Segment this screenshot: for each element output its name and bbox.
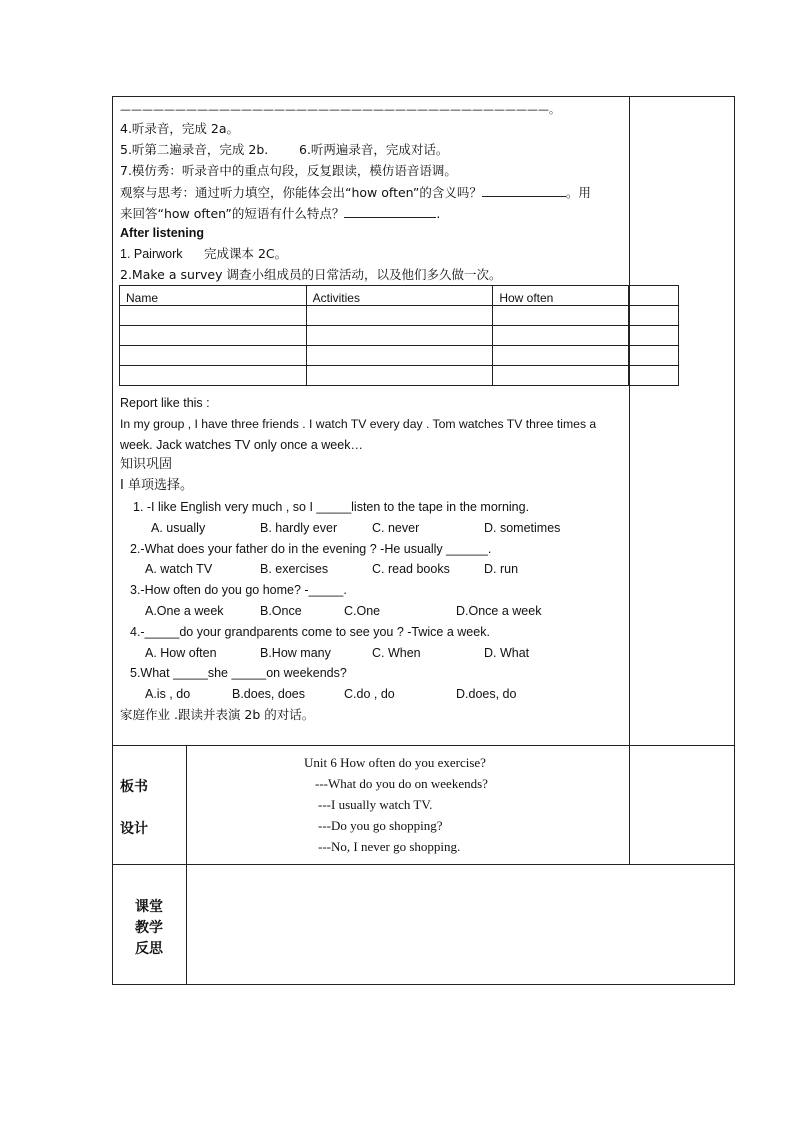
question-5: 5.What _____she _____on weekends? <box>130 666 347 680</box>
table-row <box>120 306 679 326</box>
table-cell[interactable] <box>629 326 679 346</box>
section-divider-board <box>112 745 735 746</box>
q4-option-c[interactable]: C. When <box>372 646 421 660</box>
reflection-label-3: 反思 <box>135 941 163 957</box>
table-cell[interactable] <box>629 306 679 326</box>
blank-2[interactable] <box>344 205 436 218</box>
table-cell[interactable] <box>493 346 629 366</box>
q3-option-a[interactable]: A.One a week <box>145 604 224 618</box>
q5-option-d[interactable]: D.does, do <box>456 687 517 701</box>
board-label-2: 设计 <box>120 821 148 837</box>
table-cell[interactable] <box>629 366 679 386</box>
q5-option-a[interactable]: A.is , do <box>145 687 191 701</box>
header-name: Name <box>120 286 307 306</box>
section-divider-reflection <box>112 864 735 865</box>
header-extra <box>629 286 679 306</box>
survey-table <box>119 285 679 386</box>
q1-option-d[interactable]: D. sometimes <box>484 521 561 535</box>
q2-option-d[interactable]: D. run <box>484 562 519 576</box>
table-cell[interactable] <box>493 366 629 386</box>
q1-option-b[interactable]: B. hardly ever <box>260 521 338 535</box>
board-line-1: Unit 6 How often do you exercise? <box>304 755 486 770</box>
q2-option-b[interactable]: B. exercises <box>260 562 329 576</box>
observe-text-c: 来回答“how often”的短语有什么特点？ <box>120 206 345 221</box>
observe-text-d: . <box>436 206 441 221</box>
table-cell[interactable] <box>306 326 493 346</box>
table-cell[interactable] <box>493 306 629 326</box>
q1-option-a[interactable]: A. usually <box>151 521 206 535</box>
table-row <box>120 326 679 346</box>
quiz-title: 知识巩固 <box>120 457 173 472</box>
board-label-1: 板书 <box>120 779 148 795</box>
after-listening-heading: After listening <box>120 226 205 240</box>
q3-option-d[interactable]: D.Once a week <box>456 604 542 618</box>
table-cell[interactable] <box>120 366 307 386</box>
board-line-2: ---What do you do on weekends? <box>315 776 488 791</box>
right-column-divider <box>629 96 630 864</box>
dash-line: ———————————————————————————————————————。 <box>120 103 560 116</box>
observe-question-line1 <box>120 184 591 201</box>
step-6: 6.听两遍录音，完成对话。 <box>299 142 449 157</box>
table-cell[interactable] <box>306 346 493 366</box>
table-cell[interactable] <box>493 326 629 346</box>
survey-instruction: 2.Make a survey 调查小组成员的日常活动，以及他们多久做一次。 <box>120 267 502 282</box>
question-1: 1. -I like English very much , so I _____listen to the tape in the morning. <box>133 500 530 514</box>
q3-option-c[interactable]: C.One <box>344 604 381 618</box>
table-row <box>120 346 679 366</box>
step-7: 7.模仿秀：听录音中的重点句段，反复跟读，模仿语音语调。 <box>120 163 457 178</box>
reflection-label-1: 课堂 <box>135 899 163 915</box>
table-cell[interactable] <box>306 306 493 326</box>
question-3: 3.-How often do you go home? -_____. <box>130 583 347 597</box>
blank-1[interactable] <box>482 184 566 197</box>
q2-option-a[interactable]: A. watch TV <box>145 562 213 576</box>
table-cell[interactable] <box>306 366 493 386</box>
q2-option-c[interactable]: C. read books <box>372 562 450 576</box>
table-row <box>120 366 679 386</box>
observe-text-b: 。用 <box>565 185 591 200</box>
label-column-divider <box>186 745 187 985</box>
board-line-3: ---I usually watch TV. <box>318 797 433 812</box>
quiz-section: I 单项选择。 <box>120 478 193 493</box>
table-cell[interactable] <box>629 346 679 366</box>
header-activities: Activities <box>306 286 493 306</box>
report-line-1: In my group , I have three friends . I watch TV every day . Tom watches TV three times a <box>120 417 597 431</box>
pairwork-task: 完成课本 2C。 <box>204 246 288 261</box>
q5-option-b[interactable]: B.does, does <box>232 687 305 701</box>
reflection-label-2: 教学 <box>135 920 163 936</box>
observe-text-a: 观察与思考：通过听力填空，你能体会出“how often”的含义吗？ <box>120 185 482 200</box>
q4-option-b[interactable]: B.How many <box>260 646 331 660</box>
question-4: 4.-_____do your grandparents come to see you ? -Twice a week. <box>130 625 490 639</box>
table-cell[interactable] <box>120 346 307 366</box>
table-cell[interactable] <box>120 306 307 326</box>
q4-option-a[interactable]: A. How often <box>145 646 217 660</box>
header-how-often: How often <box>493 286 629 306</box>
q1-option-c[interactable]: C. never <box>372 521 420 535</box>
report-line-2: week. Jack watches TV only once a week… <box>120 438 363 452</box>
question-2: 2.-What does your father do in the evening ? -He usually ______. <box>130 542 492 556</box>
q3-option-b[interactable]: B.Once <box>260 604 302 618</box>
step-5: 5.听第二遍录音，完成 2b. <box>120 142 269 157</box>
q5-option-c[interactable]: C.do , do <box>344 687 395 701</box>
table-cell[interactable] <box>120 326 307 346</box>
reflection-area[interactable] <box>190 868 730 980</box>
q4-option-d[interactable]: D. What <box>484 646 530 660</box>
pairwork-label: 1. Pairwork <box>120 247 183 261</box>
board-line-5: ---No, I never go shopping. <box>318 839 461 854</box>
report-label: Report like this : <box>120 396 210 410</box>
observe-question-line2 <box>120 205 440 222</box>
table-header-row <box>120 286 679 306</box>
homework: 家庭作业 .跟读并表演 2b 的对话。 <box>120 707 315 722</box>
board-line-4: ---Do you go shopping? <box>318 818 443 833</box>
step-4: 4.听录音，完成 2a。 <box>120 121 240 136</box>
